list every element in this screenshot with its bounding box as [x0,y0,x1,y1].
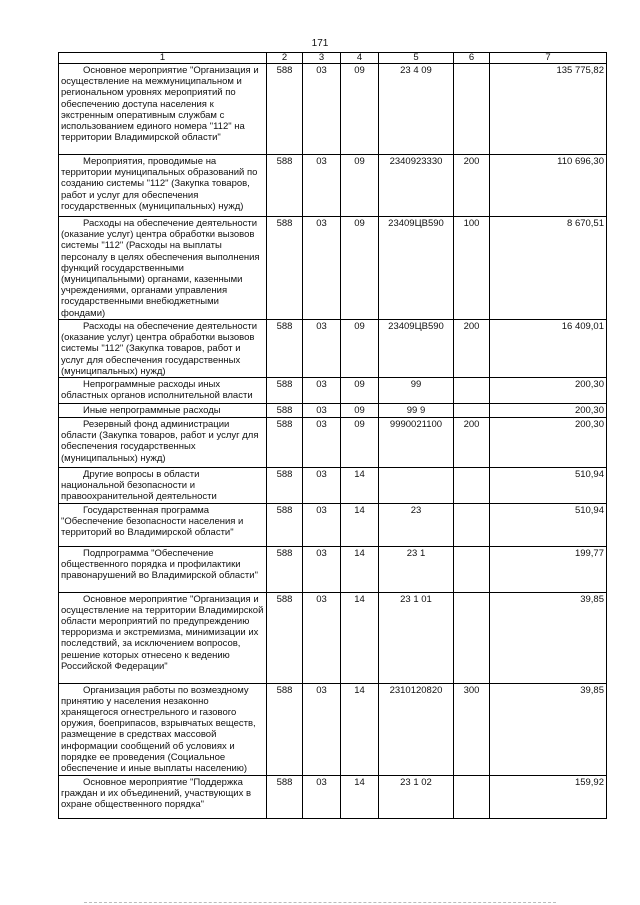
row-expense-type [454,404,490,418]
row-subsection: 14 [341,503,379,546]
row-amount: 159,92 [490,775,607,818]
row-expense-type: 300 [454,683,490,775]
row-expense-type: 200 [454,320,490,378]
row-department: 588 [267,683,303,775]
row-amount: 16 409,01 [490,320,607,378]
row-target-code: 99 9 [379,404,454,418]
row-section: 03 [303,378,341,404]
row-section: 03 [303,592,341,683]
scan-bottom-rule [84,902,556,903]
row-amount: 135 775,82 [490,64,607,155]
header-col-1: 1 [59,53,267,64]
row-target-code: 9990021100 [379,418,454,468]
row-subsection: 09 [341,217,379,320]
row-subsection: 14 [341,468,379,504]
row-subsection: 09 [341,320,379,378]
row-name: Организация работы по возмездному принятию у населения незаконно хранящегося огнестрельного и газового оружия, боеприпасов, взрывчатых веществ, размещение в средствах массовой информации сообщений об условиях и порядке ее проведения (Социальное обеспечение и иные выплаты населению) [59,683,267,775]
row-target-code: 23 1 [379,546,454,592]
row-target-code: 23409ЦВ590 [379,320,454,378]
budget-table [58,52,607,819]
row-department: 588 [267,320,303,378]
header-row [59,53,607,64]
table-row [59,404,607,418]
table-row [59,378,607,404]
row-section: 03 [303,404,341,418]
row-section: 03 [303,683,341,775]
row-target-code: 23 1 01 [379,592,454,683]
row-target-code: 99 [379,378,454,404]
row-subsection: 09 [341,404,379,418]
row-name: Расходы на обеспечение деятельности (оказание услуг) центра обработки вызовов системы "112" (Расходы на выплаты персоналу в целях обеспечения выполнения функций государственными (муниципальными) органами, казенными учреждениями, органами управления государственными внебюджетными фондами) [59,217,267,320]
row-target-code: 2340923330 [379,155,454,217]
header-col-3: 3 [303,53,341,64]
header-col-7: 7 [490,53,607,64]
table-row [59,418,607,468]
row-amount: 200,30 [490,404,607,418]
row-subsection: 14 [341,546,379,592]
table-row [59,468,607,504]
table-row [59,64,607,155]
row-department: 588 [267,418,303,468]
header-col-2: 2 [267,53,303,64]
row-expense-type [454,503,490,546]
row-subsection: 09 [341,155,379,217]
row-name: Основное мероприятие "Организация и осуществление на территории Владимирской области мероприятий по предупреждению терроризма и экстремизма, минимизации их последствий, за исключением вопросов, решение которых отнесено к ведению Российской Федерации" [59,592,267,683]
header-col-5: 5 [379,53,454,64]
row-target-code: 2310120820 [379,683,454,775]
row-department: 588 [267,155,303,217]
header-col-6: 6 [454,53,490,64]
row-subsection: 09 [341,418,379,468]
row-expense-type: 200 [454,155,490,217]
row-section: 03 [303,546,341,592]
row-department: 588 [267,468,303,504]
row-section: 03 [303,418,341,468]
row-name: Мероприятия, проводимые на территории муниципальных образований по созданию системы "112" (Закупка товаров, работ и услуг для обеспечения государственных (муниципальных) нужд) [59,155,267,217]
row-name: Непрограммные расходы иных областных органов исполнительной власти [59,378,267,404]
row-section: 03 [303,468,341,504]
table-row [59,546,607,592]
row-expense-type [454,378,490,404]
row-subsection: 14 [341,683,379,775]
row-section: 03 [303,217,341,320]
row-name: Подпрограмма "Обеспечение общественного порядка и профилактики правонарушений во Владимирской области" [59,546,267,592]
page-number: 171 [311,38,329,49]
table-row [59,217,607,320]
table-row [59,592,607,683]
row-amount: 510,94 [490,468,607,504]
row-name: Государственная программа "Обеспечение безопасности населения и территорий во Владимирской области" [59,503,267,546]
row-target-code: 23 4 09 [379,64,454,155]
row-amount: 110 696,30 [490,155,607,217]
row-amount: 200,30 [490,378,607,404]
row-subsection: 14 [341,775,379,818]
row-department: 588 [267,404,303,418]
row-name: Другие вопросы в области национальной безопасности и правоохранительной деятельности [59,468,267,504]
row-expense-type [454,592,490,683]
row-subsection: 14 [341,592,379,683]
table-row [59,683,607,775]
row-expense-type: 100 [454,217,490,320]
row-amount: 200,30 [490,418,607,468]
row-expense-type: 200 [454,418,490,468]
row-department: 588 [267,378,303,404]
table-row [59,503,607,546]
row-name: Иные непрограммные расходы [59,404,267,418]
row-name: Основное мероприятие "Поддержка граждан и их объединений, участвующих в охране общественного порядка" [59,775,267,818]
row-name: Основное мероприятие "Организация и осуществление на межмуниципальном и региональном уровнях мероприятий по обеспечению доступа населения к экстренным оперативным службам с использованием единого номера "112" на территории Владимирской области" [59,64,267,155]
row-amount: 39,85 [490,683,607,775]
row-subsection: 09 [341,378,379,404]
row-target-code [379,468,454,504]
row-section: 03 [303,320,341,378]
row-expense-type [454,775,490,818]
row-department: 588 [267,503,303,546]
row-amount: 8 670,51 [490,217,607,320]
row-section: 03 [303,503,341,546]
table-row [59,775,607,818]
row-expense-type [454,468,490,504]
row-section: 03 [303,64,341,155]
row-section: 03 [303,155,341,217]
row-department: 588 [267,775,303,818]
row-amount: 510,94 [490,503,607,546]
row-name: Резервный фонд администрации области (Закупка товаров, работ и услуг для обеспечения государственных (муниципальных) нужд) [59,418,267,468]
row-department: 588 [267,217,303,320]
row-target-code: 23409ЦВ590 [379,217,454,320]
row-expense-type [454,64,490,155]
row-section: 03 [303,775,341,818]
row-amount: 39,85 [490,592,607,683]
row-name: Расходы на обеспечение деятельности (оказание услуг) центра обработки вызовов системы "112" (Закупка товаров, работ и услуг для обеспечения государственных (муниципальных) нужд) [59,320,267,378]
row-target-code: 23 1 02 [379,775,454,818]
row-department: 588 [267,64,303,155]
row-expense-type [454,546,490,592]
header-col-4: 4 [341,53,379,64]
row-department: 588 [267,592,303,683]
row-target-code: 23 [379,503,454,546]
row-amount: 199,77 [490,546,607,592]
row-department: 588 [267,546,303,592]
table-row [59,320,607,378]
row-subsection: 09 [341,64,379,155]
table-row [59,155,607,217]
